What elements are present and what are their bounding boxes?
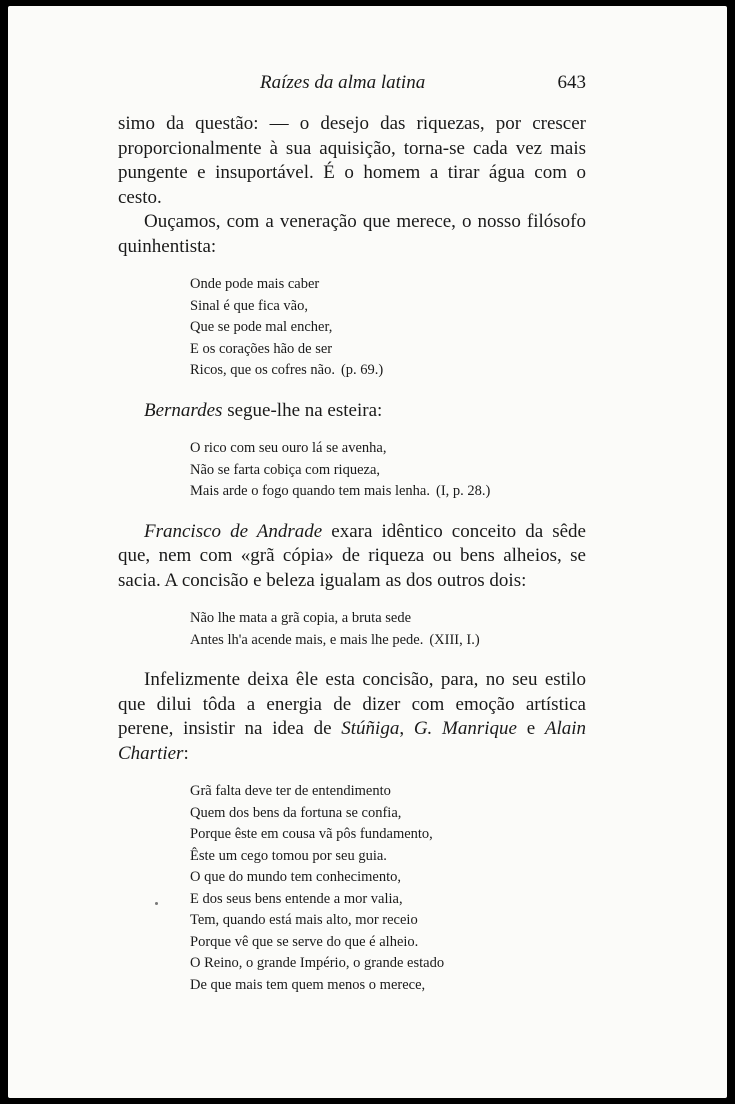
- verse-line: Quem dos bens da fortuna se confia,: [190, 804, 402, 821]
- paragraph-5-text: Infelizmente deixa êle esta concisão, para, no seu estilo que dilui tôda a energia de dizer com emoção artística perene, insistir na idea de: [118, 669, 586, 739]
- verse-line: Tem, quando está mais alto, mor receio: [190, 912, 418, 928]
- verse-line: Onde pode mais caber: [190, 276, 320, 292]
- verse-quote-4: [190, 781, 586, 996]
- verse-line: Grã falta deve ter de entendimento: [190, 783, 391, 799]
- paragraph-4: [118, 520, 586, 594]
- body-text: [118, 112, 586, 1013]
- separator: e: [526, 718, 536, 739]
- verse-line: O Reino, o grande Império, o grande estado: [190, 955, 445, 971]
- verse-citation: (XIII, I.): [429, 631, 480, 648]
- paragraph-4-text: exara idêntico conceito da sêde que, nem com «grã cópia» de riqueza ou bens alheios, se sacia. A concisão e beleza igualam as dos outros dois:: [118, 520, 586, 591]
- ink-speck: [155, 902, 158, 905]
- verse-line: E os corações hão de ser: [190, 340, 333, 357]
- verse-line: [190, 481, 586, 503]
- page-number: 643: [557, 72, 586, 93]
- verse-line: O que do mundo tem conhecimento,: [190, 869, 402, 885]
- paragraph-2: Ouçamos, com a veneração que merece, o nosso filósofo quinhentista:: [118, 211, 586, 257]
- verse-line: Porque vê que se serve do que é alheio.: [190, 933, 419, 950]
- paragraph-1: simo da questão: — o desejo das riquezas, por crescer proporcionalmente à sua aquisição, torna-se cada vez mais pungente e insuportável. É o homem a tirar água com o cesto.: [118, 113, 586, 208]
- verse-line: Porque êste em cousa vã pôs fundamento,: [190, 826, 433, 842]
- verse-quote-1: [190, 274, 586, 382]
- paragraph-3-text: segue-lhe na esteira:: [227, 399, 383, 421]
- author-name: Francisco de Andrade: [144, 520, 323, 542]
- verse-quote-2: [190, 438, 586, 503]
- verse-quote-3: [190, 608, 586, 651]
- paragraph-5: [118, 668, 586, 766]
- verse-line: Não se farta cobiça com riqueza,: [190, 461, 381, 478]
- verse-line-text: Antes lh'a acende mais, e mais lhe pede.: [190, 631, 424, 648]
- verse-line: Êste um cego tomou por seu guia.: [190, 847, 387, 864]
- author-name-stuniga: Stúñiga: [341, 718, 400, 739]
- author-name-chartier: Alain Chartier: [118, 718, 587, 764]
- verse-citation: (I, p. 28.): [436, 483, 491, 499]
- verse-line: E dos seus bens entende a mor valia,: [190, 890, 403, 907]
- verse-line-text: Ricos, que os cofres não.: [190, 362, 335, 378]
- paragraph-3: [118, 399, 586, 424]
- verse-line: De que mais tem quem menos o merece,: [190, 976, 426, 993]
- verse-line: Não lhe mata a grã copia, a bruta sede: [190, 610, 412, 626]
- page-header: [8, 72, 727, 96]
- verse-line: O rico com seu ouro lá se avenha,: [190, 440, 387, 456]
- separator: ,: [399, 718, 405, 739]
- author-name-manrique: G. Manrique: [413, 718, 517, 739]
- separator: :: [183, 742, 189, 764]
- verse-line: Sinal é que fica vão,: [190, 297, 308, 314]
- author-name: Bernardes: [144, 399, 223, 421]
- verse-citation: (p. 69.): [340, 362, 384, 378]
- verse-line: [190, 360, 586, 382]
- book-page: [8, 6, 727, 1098]
- verse-line-text: Mais arde o fogo quando tem mais lenha.: [190, 483, 430, 499]
- running-title: Raízes da alma latina: [260, 72, 426, 93]
- verse-line: Que se pode mal encher,: [190, 319, 333, 335]
- verse-line: [190, 630, 586, 652]
